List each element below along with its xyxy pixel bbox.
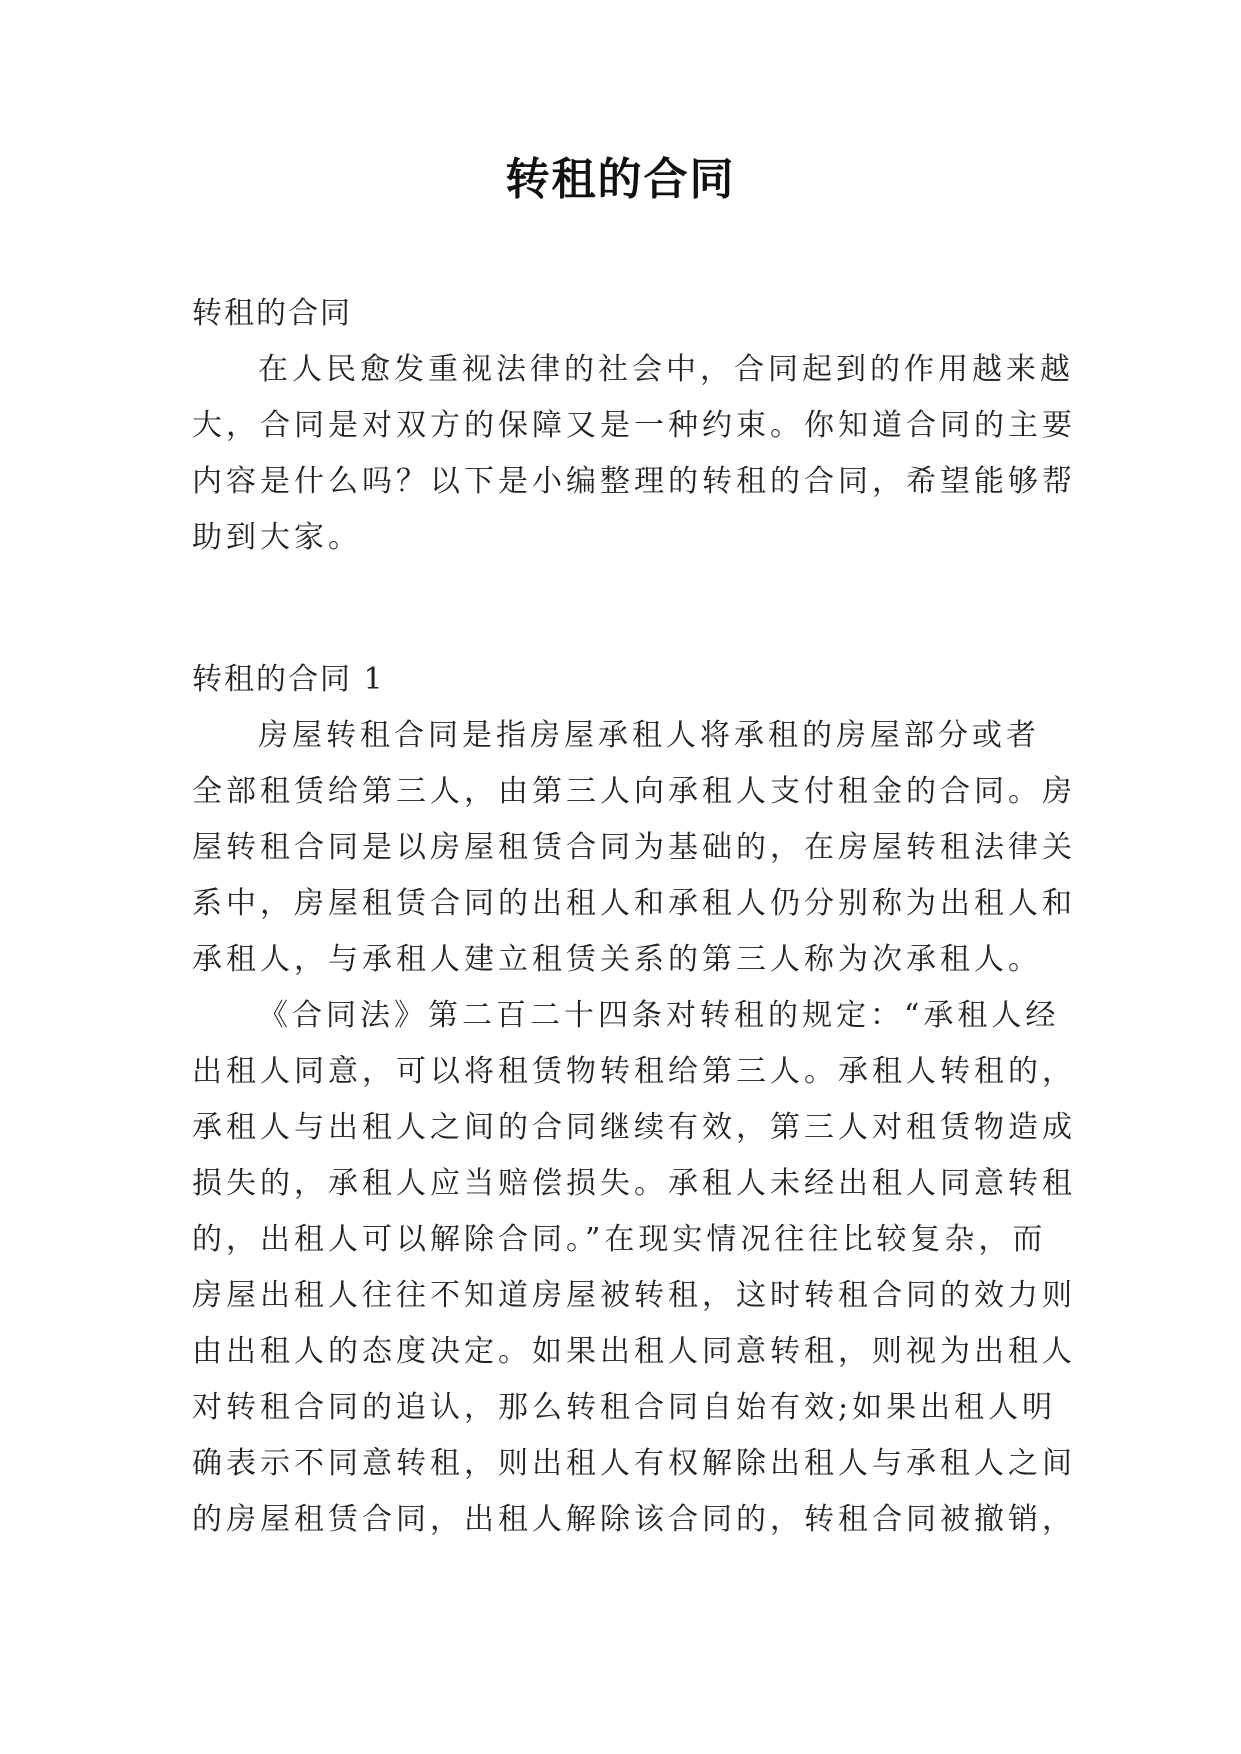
paragraph-line: 系中，房屋租赁合同的出租人和承租人仍分别称为出租人和 [192,886,1076,921]
paragraph-line: 的，出租人可以解除合同。”在现实情况往往比较复杂，而 [192,1222,1047,1257]
paragraph-line: 《合同法》第二百二十四条对转租的规定：“承租人经 [258,998,1060,1033]
paragraph-line: 的房屋租赁合同，出租人解除该合同的，转租合同被撤销， [192,1502,1076,1537]
paragraph-line: 全部租赁给第三人，由第三人向承租人支付租金的合同。房 [192,774,1076,809]
paragraph-line: 损失的，承租人应当赔偿损失。承租人未经出租人同意转租 [192,1166,1076,1201]
document-subtitle: 转租的合同 [192,296,352,331]
intro-line: 内容是什么吗？以下是小编整理的转租的合同，希望能够帮 [192,464,1076,499]
paragraph-line: 对转租合同的追认，那么转租合同自始有效;如果出租人明 [192,1390,1057,1425]
paragraph-line: 屋转租合同是以房屋租赁合同为基础的，在房屋转租法律关 [192,830,1076,865]
intro-line: 大，合同是对双方的保障又是一种约束。你知道合同的主要 [192,408,1076,443]
paragraph-line: 确表示不同意转租，则出租人有权解除出租人与承租人之间 [192,1446,1076,1481]
paragraph-line: 房屋转租合同是指房屋承租人将承租的房屋部分或者 [258,718,1040,753]
paragraph-line: 由出租人的态度决定。如果出租人同意转租，则视为出租人 [192,1334,1076,1369]
paragraph-line: 承租人，与承租人建立租赁关系的第三人称为次承租人。 [192,942,1042,977]
document-title: 转租的合同 [505,154,736,205]
paragraph-line: 出租人同意，可以将租赁物转租给第三人。承租人转租的， [192,1054,1076,1089]
intro-line: 在人民愈发重视法律的社会中，合同起到的作用越来越 [258,352,1074,387]
section-heading: 转租的合同 1 [192,662,385,697]
paragraph-line: 承租人与出租人之间的合同继续有效，第三人对租赁物造成 [192,1110,1076,1145]
document-body [192,286,1076,1548]
intro-line: 助到大家。 [192,520,362,555]
paragraph-line: 房屋出租人往往不知道房屋被转租，这时转租合同的效力则 [192,1278,1076,1313]
paragraph-spacer [192,566,1060,652]
